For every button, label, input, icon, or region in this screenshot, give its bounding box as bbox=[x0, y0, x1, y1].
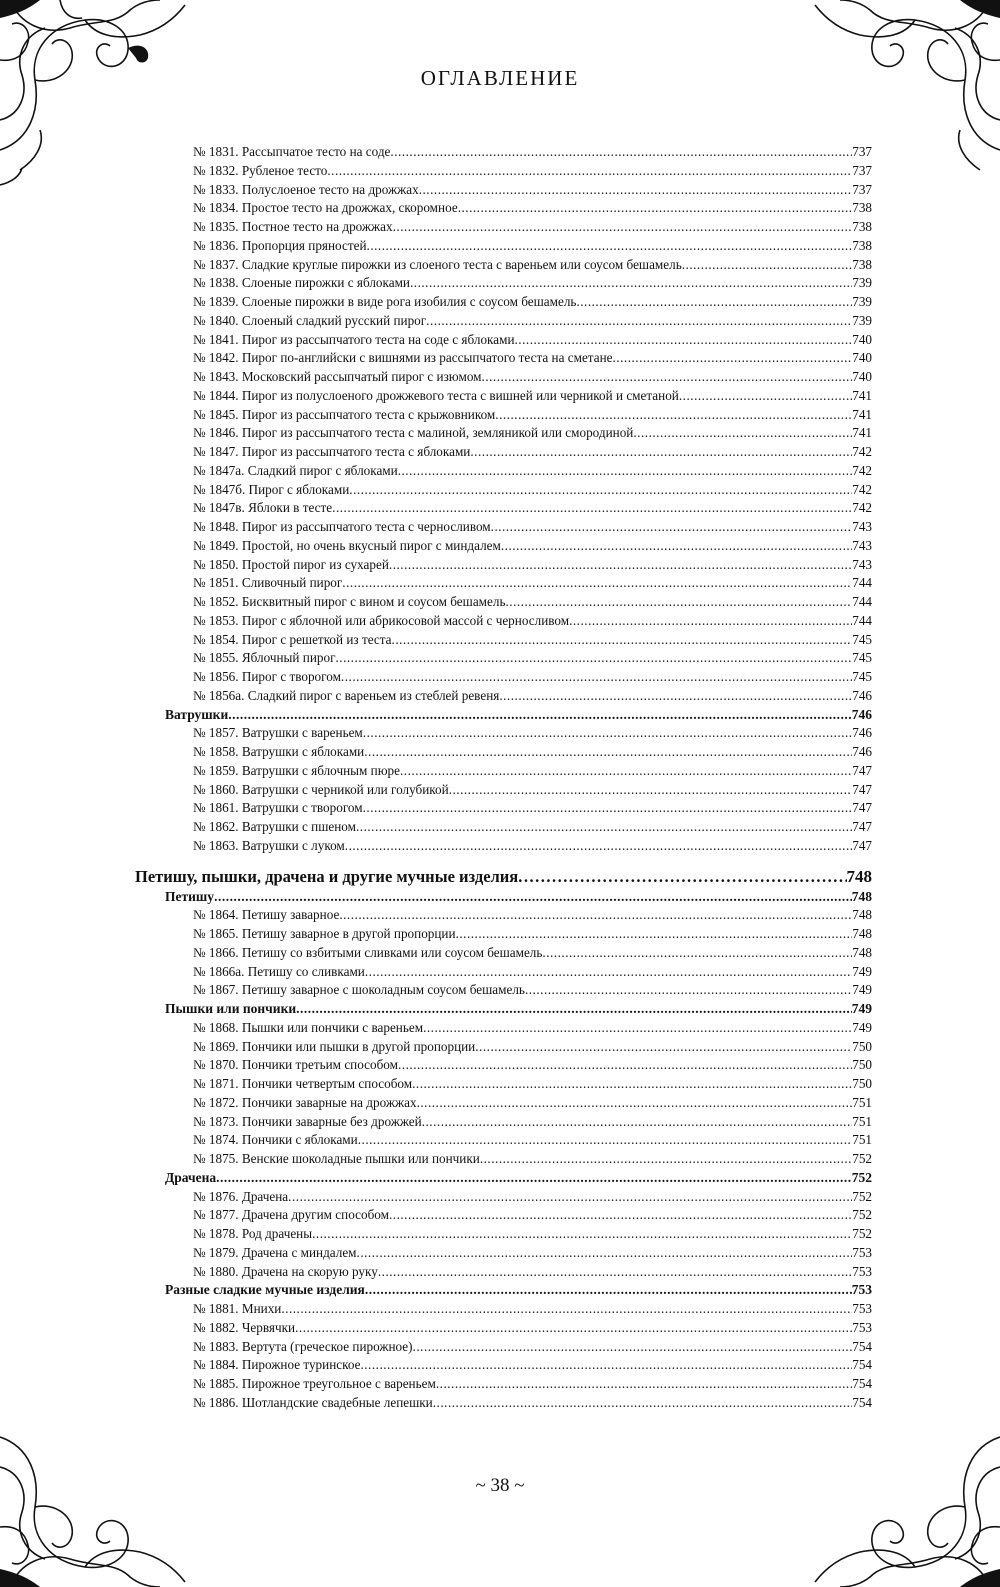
toc-page-number: 741 bbox=[852, 425, 872, 441]
toc-entry-title: № 1876. Драчена bbox=[193, 1188, 289, 1204]
dot-leader bbox=[356, 818, 852, 837]
toc-entry-title: № 1872. Пончики заварные на дрожжах bbox=[193, 1094, 417, 1110]
toc-section-heading bbox=[135, 1281, 872, 1300]
toc-page-number: 749 bbox=[852, 963, 872, 979]
toc-page-number: 737 bbox=[852, 162, 872, 178]
toc-entry-title: № 1841. Пирог из рассыпчатого теста на соде с яблоками bbox=[193, 331, 515, 347]
dot-leader bbox=[296, 1000, 852, 1019]
page-number: ~ 38 ~ bbox=[475, 1475, 525, 1496]
toc-page-number: 754 bbox=[852, 1394, 872, 1410]
toc-entry bbox=[135, 925, 872, 944]
toc-entry-title: № 1885. Пирожное треугольное с вареньем bbox=[193, 1376, 436, 1391]
toc-entry-title: № 1847а. Сладкий пирог с яблоками bbox=[193, 462, 398, 478]
toc-page-number: 739 bbox=[852, 275, 872, 291]
toc-entry-title: № 1884. Пирожное туринское bbox=[193, 1357, 361, 1373]
dot-leader bbox=[398, 462, 853, 481]
toc-entry-title: № 1879. Драчена с миндалем bbox=[193, 1244, 357, 1260]
toc-entry bbox=[135, 1131, 872, 1150]
toc-entry bbox=[135, 1056, 872, 1075]
toc-entry-title: № 1842. Пирог по-английски с вишнями из рассыпчатого теста на сметане bbox=[193, 350, 613, 366]
toc-page-number: 750 bbox=[852, 1076, 872, 1091]
dot-leader bbox=[505, 593, 852, 612]
toc-entry-title: № 1849. Простой, но очень вкусный пирог с миндалем bbox=[193, 537, 501, 553]
dot-leader bbox=[417, 1094, 853, 1113]
toc-section-heading bbox=[135, 1169, 872, 1188]
toc-page-number: 738 bbox=[852, 219, 872, 234]
dot-leader bbox=[365, 1281, 852, 1300]
dot-leader bbox=[281, 1300, 852, 1319]
dot-leader bbox=[357, 1244, 853, 1263]
toc-entry bbox=[135, 687, 872, 706]
dot-leader bbox=[335, 649, 852, 668]
dot-leader bbox=[475, 1038, 852, 1057]
dot-leader bbox=[214, 888, 852, 907]
dot-leader bbox=[413, 1338, 853, 1357]
toc-entry-title: № 1869. Пончики или пышки в другой пропорции bbox=[193, 1038, 476, 1054]
toc-page-number: 744 bbox=[852, 594, 872, 609]
toc-entry-title: № 1878. Род драчены bbox=[193, 1226, 313, 1241]
toc-entry bbox=[135, 799, 872, 818]
dot-leader bbox=[345, 837, 852, 856]
dot-leader bbox=[392, 631, 853, 650]
dot-leader bbox=[365, 963, 852, 982]
toc-entry-title: № 1836. Пропорция пряностей bbox=[193, 237, 367, 253]
toc-entry bbox=[135, 963, 872, 982]
dot-leader bbox=[542, 944, 852, 963]
toc-page-number: 750 bbox=[852, 1057, 872, 1073]
toc-page-number: 738 bbox=[852, 256, 872, 272]
toc-entry bbox=[135, 743, 872, 762]
toc-page-number: 751 bbox=[852, 1132, 872, 1148]
toc-entry bbox=[135, 387, 872, 406]
toc-entry-title: № 1881. Мнихи bbox=[193, 1301, 282, 1316]
toc-entry-title: № 1838. Слоеные пирожки с яблоками bbox=[193, 275, 410, 291]
toc-entry-title: № 1856а. Сладкий пирог с вареньем из стеблей ревеня bbox=[193, 687, 500, 703]
toc-page-number: 753 bbox=[851, 1282, 872, 1298]
dot-leader bbox=[341, 668, 852, 687]
toc-entry bbox=[135, 1206, 872, 1225]
toc-entry bbox=[135, 1375, 872, 1394]
toc-page-number: 746 bbox=[852, 744, 872, 759]
toc-page-number: 751 bbox=[852, 1113, 872, 1129]
toc-entry bbox=[135, 237, 872, 256]
dot-leader bbox=[360, 1356, 852, 1375]
toc-entry bbox=[135, 593, 872, 612]
toc-entry-title: № 1848. Пирог из рассыпчатого теста с черносливом bbox=[193, 519, 491, 534]
toc-entry bbox=[135, 1356, 872, 1375]
toc-entry bbox=[135, 649, 872, 668]
toc-page-number: 746 bbox=[851, 706, 872, 722]
toc-page-number: 749 bbox=[852, 1019, 872, 1035]
toc-entry bbox=[135, 1225, 872, 1244]
toc-page-number: 753 bbox=[852, 1263, 872, 1279]
toc-chapter-heading bbox=[135, 866, 872, 888]
toc-entry-title: № 1834. Простое тесто на дрожжах, скоромное bbox=[193, 200, 458, 216]
dot-leader bbox=[412, 1075, 852, 1094]
toc-entry-title: № 1877. Драчена другим способом bbox=[193, 1207, 389, 1223]
toc-page-number: 749 bbox=[852, 982, 872, 998]
toc-page-number: 753 bbox=[852, 1244, 872, 1260]
dot-leader bbox=[389, 556, 852, 575]
toc-entry bbox=[135, 256, 872, 275]
toc-entry bbox=[135, 443, 872, 462]
toc-page-number: 742 bbox=[852, 500, 872, 516]
toc-entry-title: № 1846. Пирог из рассыпчатого теста с малиной, земляникой или смородиной bbox=[193, 425, 634, 441]
toc-entry-title: Драчена bbox=[165, 1169, 217, 1185]
toc-page-number: 743 bbox=[852, 537, 872, 553]
toc-entry bbox=[135, 1338, 872, 1357]
toc-entry bbox=[135, 293, 872, 312]
toc-entry-title: № 1858. Ватрушки с яблоками bbox=[193, 744, 365, 759]
toc-page-number: 754 bbox=[852, 1357, 872, 1373]
toc-page-number: 748 bbox=[852, 944, 872, 960]
toc-entry bbox=[135, 944, 872, 963]
toc-page-number: 737 bbox=[852, 181, 872, 197]
toc-entry bbox=[135, 1244, 872, 1263]
toc-entry bbox=[135, 537, 872, 556]
toc-page-number: 740 bbox=[852, 369, 872, 384]
toc-entry-title: № 1882. Червячки bbox=[193, 1319, 296, 1335]
toc-entry-title: № 1859. Ватрушки с яблочным пюре bbox=[193, 762, 400, 778]
dot-leader bbox=[363, 799, 853, 818]
dot-leader bbox=[410, 274, 852, 293]
toc-entry-title: Разные сладкие мучные изделия bbox=[165, 1282, 365, 1298]
toc-entry bbox=[135, 424, 872, 443]
dot-leader bbox=[228, 706, 852, 725]
toc-page-number: 747 bbox=[852, 781, 872, 797]
toc-entry bbox=[135, 349, 872, 368]
toc-page-number: 747 bbox=[852, 762, 872, 778]
toc-entry bbox=[135, 199, 872, 218]
dot-leader bbox=[480, 1150, 852, 1169]
toc-entry bbox=[135, 631, 872, 650]
toc-entry-title: № 1867. Петишу заварное с шоколадным соусом бешамель bbox=[193, 982, 525, 998]
toc-page-number: 746 bbox=[852, 725, 872, 741]
toc-entry-title: № 1873. Пончики заварные без дрожжей bbox=[193, 1113, 422, 1129]
toc-entry-title: № 1880. Драчена на скорую руку bbox=[193, 1263, 378, 1279]
toc-entry-title: № 1832. Рубленое тесто bbox=[193, 162, 328, 178]
dot-leader bbox=[456, 925, 853, 944]
toc-entry bbox=[135, 1300, 872, 1319]
toc-entry bbox=[135, 612, 872, 631]
toc-section-heading bbox=[135, 888, 872, 907]
dot-leader bbox=[398, 1056, 852, 1075]
toc-entry-title: № 1839. Слоеные пирожки в виде рога изобилия с соусом бешамель bbox=[193, 294, 577, 309]
toc-page-number: 745 bbox=[852, 669, 872, 684]
dot-leader bbox=[389, 1206, 852, 1225]
toc-page-number: 746 bbox=[852, 687, 872, 703]
toc-page-number: 742 bbox=[852, 481, 872, 497]
toc-entry bbox=[135, 1150, 872, 1169]
dot-leader bbox=[332, 499, 852, 518]
toc-page-number: 737 bbox=[852, 144, 872, 159]
toc-entry-title: № 1871. Пончики четвертым способом bbox=[193, 1076, 413, 1091]
toc-entry-title: № 1847. Пирог из рассыпчатого теста с яблоками bbox=[193, 444, 471, 459]
toc-entry-title: № 1835. Постное тесто на дрожжах bbox=[193, 219, 393, 234]
dot-leader bbox=[569, 612, 852, 631]
toc-page-number: 738 bbox=[852, 237, 872, 253]
toc-entry bbox=[135, 368, 872, 387]
toc-entry-title: № 1844. Пирог из полуслоеного дрожжевого теста с вишней или черникой и сметаной bbox=[193, 387, 679, 403]
toc-entry-title: № 1840. Слоеный сладкий русский пирог bbox=[193, 312, 427, 328]
toc-page-number: 743 bbox=[852, 519, 872, 534]
toc-page-number: 752 bbox=[852, 1226, 872, 1241]
toc-page-number: 754 bbox=[852, 1376, 872, 1391]
toc-entry bbox=[135, 162, 872, 181]
toc-page-number: 753 bbox=[852, 1301, 872, 1316]
toc-entry-title: Петишу bbox=[165, 888, 215, 904]
toc-page-number: 744 bbox=[852, 612, 872, 628]
dot-leader bbox=[216, 1169, 852, 1188]
toc-page-number: 747 bbox=[852, 837, 872, 853]
toc-page-number: 752 bbox=[852, 1207, 872, 1223]
toc-entry-title: № 1866а. Петишу со сливками bbox=[193, 963, 365, 979]
toc-entry bbox=[135, 556, 872, 575]
dot-leader bbox=[342, 574, 852, 593]
dot-leader bbox=[312, 1225, 852, 1244]
dot-leader bbox=[358, 1131, 853, 1150]
toc-entry bbox=[135, 837, 872, 856]
toc-entry-title: № 1857. Ватрушки с вареньем bbox=[193, 725, 363, 741]
dot-leader bbox=[349, 481, 852, 500]
toc-page-number: 742 bbox=[852, 462, 872, 478]
dot-leader bbox=[576, 293, 852, 312]
dot-leader bbox=[295, 1319, 852, 1338]
toc-entry-title: № 1860. Ватрушки с черникой или голубикой bbox=[193, 781, 449, 797]
toc-entry-title: Ватрушки bbox=[165, 706, 229, 722]
toc-entry bbox=[135, 331, 872, 350]
toc-entry bbox=[135, 1319, 872, 1338]
dot-leader bbox=[525, 981, 852, 1000]
dot-leader bbox=[470, 443, 852, 462]
toc-entry-title: № 1862. Ватрушки с пшеном bbox=[193, 819, 356, 834]
toc-entry bbox=[135, 143, 872, 162]
toc-entry bbox=[135, 724, 872, 743]
toc-entry bbox=[135, 762, 872, 781]
toc-entry bbox=[135, 1263, 872, 1282]
dot-leader bbox=[364, 743, 852, 762]
toc-entry-title: № 1886. Шотландские свадебные лепешки bbox=[193, 1394, 433, 1410]
toc-entry-title: № 1868. Пышки или пончики с вареньем bbox=[193, 1019, 424, 1035]
toc-entry bbox=[135, 1394, 872, 1413]
toc-entry-title: № 1874. Пончики с яблоками bbox=[193, 1132, 358, 1148]
toc-entry-title: № 1833. Полуслоеное тесто на дрожжах bbox=[193, 181, 419, 197]
toc-entry-title: № 1831. Рассыпчатое тесто на соде bbox=[193, 144, 391, 159]
toc-entry-title: № 1843. Московский рассыпчатый пирог с изюмом bbox=[193, 369, 482, 384]
toc-page-number: 748 bbox=[852, 926, 872, 941]
dot-leader bbox=[426, 312, 852, 331]
toc-entry bbox=[135, 818, 872, 837]
toc-entry-title: № 1854. Пирог с решеткой из теста bbox=[193, 631, 392, 647]
toc-entry-title: Пышки или пончики bbox=[165, 1001, 297, 1016]
toc-entry-title: № 1850. Простой пирог из сухарей bbox=[193, 556, 389, 572]
dot-leader bbox=[400, 762, 852, 781]
dot-leader bbox=[363, 724, 852, 743]
toc-entry bbox=[135, 406, 872, 425]
toc-page-number: 748 bbox=[852, 907, 872, 923]
toc-entry-title: № 1866. Петишу со взбитыми сливками или соусом бешамель bbox=[193, 944, 543, 960]
dot-leader bbox=[499, 687, 852, 706]
toc-page-number: 741 bbox=[852, 387, 872, 403]
toc-entry-title: № 1883. Вертута (греческое пирожное) bbox=[193, 1338, 413, 1354]
dot-leader bbox=[515, 331, 853, 350]
toc-page-number: 743 bbox=[852, 556, 872, 572]
toc-entry bbox=[135, 1113, 872, 1132]
dot-leader bbox=[423, 1019, 852, 1038]
toc-entry-title: № 1845. Пирог из рассыпчатого теста с крыжовником bbox=[193, 406, 496, 422]
dot-leader bbox=[491, 518, 853, 537]
toc-entry bbox=[135, 518, 872, 537]
toc-entry-title: № 1870. Пончики третьим способом bbox=[193, 1057, 398, 1073]
dot-leader bbox=[419, 181, 853, 200]
toc-page-number: 752 bbox=[851, 1169, 872, 1185]
toc-entry-title: № 1864. Петишу заварное bbox=[193, 907, 340, 923]
toc-entry bbox=[135, 181, 872, 200]
toc-entry-title: № 1852. Бисквитный пирог с вином и соусом бешамель bbox=[193, 594, 506, 609]
toc-page-number: 745 bbox=[852, 650, 872, 666]
dot-leader bbox=[501, 537, 852, 556]
toc-entry bbox=[135, 481, 872, 500]
toc-page-number: 751 bbox=[852, 1094, 872, 1110]
toc-section-heading bbox=[135, 1000, 872, 1019]
toc-entry-title: № 1853. Пирог с яблочной или абрикосовой массой с черносливом bbox=[193, 612, 570, 628]
toc-entry bbox=[135, 574, 872, 593]
toc-entry-title: № 1851. Сливочный пирог bbox=[193, 575, 343, 591]
toc-entry-title: № 1856. Пирог с творогом bbox=[193, 669, 341, 684]
toc-entry bbox=[135, 1038, 872, 1057]
toc-entry bbox=[135, 274, 872, 293]
toc-page-number: 753 bbox=[852, 1319, 872, 1335]
dot-leader bbox=[390, 143, 852, 162]
dot-leader bbox=[288, 1188, 852, 1207]
toc-page-number: 739 bbox=[852, 294, 872, 309]
toc-entry bbox=[135, 781, 872, 800]
dot-leader bbox=[633, 424, 852, 443]
dot-leader bbox=[327, 162, 852, 181]
dot-leader bbox=[378, 1263, 852, 1282]
toc-entry bbox=[135, 1094, 872, 1113]
dot-leader bbox=[458, 199, 853, 218]
toc-page-number: 744 bbox=[852, 575, 872, 591]
dot-leader bbox=[613, 349, 853, 368]
toc-entry-title: № 1865. Петишу заварное в другой пропорции bbox=[193, 926, 456, 941]
toc-page-number: 742 bbox=[852, 444, 872, 459]
page-header-title: ОГЛАВЛЕНИЕ bbox=[420, 66, 580, 90]
toc-page-number: 740 bbox=[852, 331, 872, 347]
toc-entry-title: № 1847в. Яблоки в тесте bbox=[193, 500, 333, 516]
dot-leader bbox=[518, 866, 846, 888]
toc-entry bbox=[135, 218, 872, 237]
toc-entry bbox=[135, 1188, 872, 1207]
dot-leader bbox=[495, 406, 852, 425]
toc-page-number: 752 bbox=[852, 1151, 872, 1166]
toc-page-number: 750 bbox=[852, 1038, 872, 1054]
toc-entry-title: № 1875. Венские шоколадные пышки или пончики bbox=[193, 1151, 480, 1166]
dot-leader bbox=[393, 218, 853, 237]
toc-entry-title: № 1847б. Пирог с яблоками bbox=[193, 481, 350, 497]
toc-page-number: 748 bbox=[846, 866, 872, 886]
dot-leader bbox=[679, 387, 852, 406]
toc-page-number: 749 bbox=[851, 1001, 872, 1016]
toc-entry bbox=[135, 906, 872, 925]
dot-leader bbox=[482, 368, 853, 387]
toc-entry-title: № 1861. Ватрушки с творогом bbox=[193, 800, 363, 816]
dot-leader bbox=[339, 906, 852, 925]
toc-page-number: 739 bbox=[852, 312, 872, 328]
toc-entry bbox=[135, 668, 872, 687]
toc-section-heading bbox=[135, 706, 872, 725]
toc-page-number: 738 bbox=[852, 200, 872, 216]
toc-entry bbox=[135, 981, 872, 1000]
dot-leader bbox=[436, 1375, 852, 1394]
toc-page-number: 745 bbox=[852, 631, 872, 647]
toc-entry bbox=[135, 462, 872, 481]
toc-page-number: 754 bbox=[852, 1338, 872, 1354]
toc-entry bbox=[135, 312, 872, 331]
toc-entry-title: № 1855. Яблочный пирог bbox=[193, 650, 336, 666]
toc-page-number: 748 bbox=[851, 888, 872, 904]
toc-page-number: 747 bbox=[852, 800, 872, 816]
dot-leader bbox=[682, 256, 852, 275]
dot-leader bbox=[367, 237, 853, 256]
dot-leader bbox=[422, 1113, 853, 1132]
toc-entry bbox=[135, 499, 872, 518]
toc-entry bbox=[135, 1075, 872, 1094]
toc-entry-title: № 1837. Сладкие круглые пирожки из слоеного теста с вареньем или соусом бешамель bbox=[193, 256, 682, 272]
toc-page-number: 741 bbox=[852, 406, 872, 422]
dot-leader bbox=[433, 1394, 852, 1413]
toc-entry bbox=[135, 1019, 872, 1038]
toc-page-number: 740 bbox=[852, 350, 872, 366]
dot-leader bbox=[449, 781, 853, 800]
toc-page-number: 752 bbox=[852, 1188, 872, 1204]
toc-entry-title: Петишу, пышки, драчена и другие мучные изделия bbox=[135, 866, 519, 886]
toc-entry-title: № 1863. Ватрушки с луком bbox=[193, 837, 345, 853]
toc-page-number: 747 bbox=[852, 819, 872, 834]
table-of-contents bbox=[135, 143, 872, 1413]
